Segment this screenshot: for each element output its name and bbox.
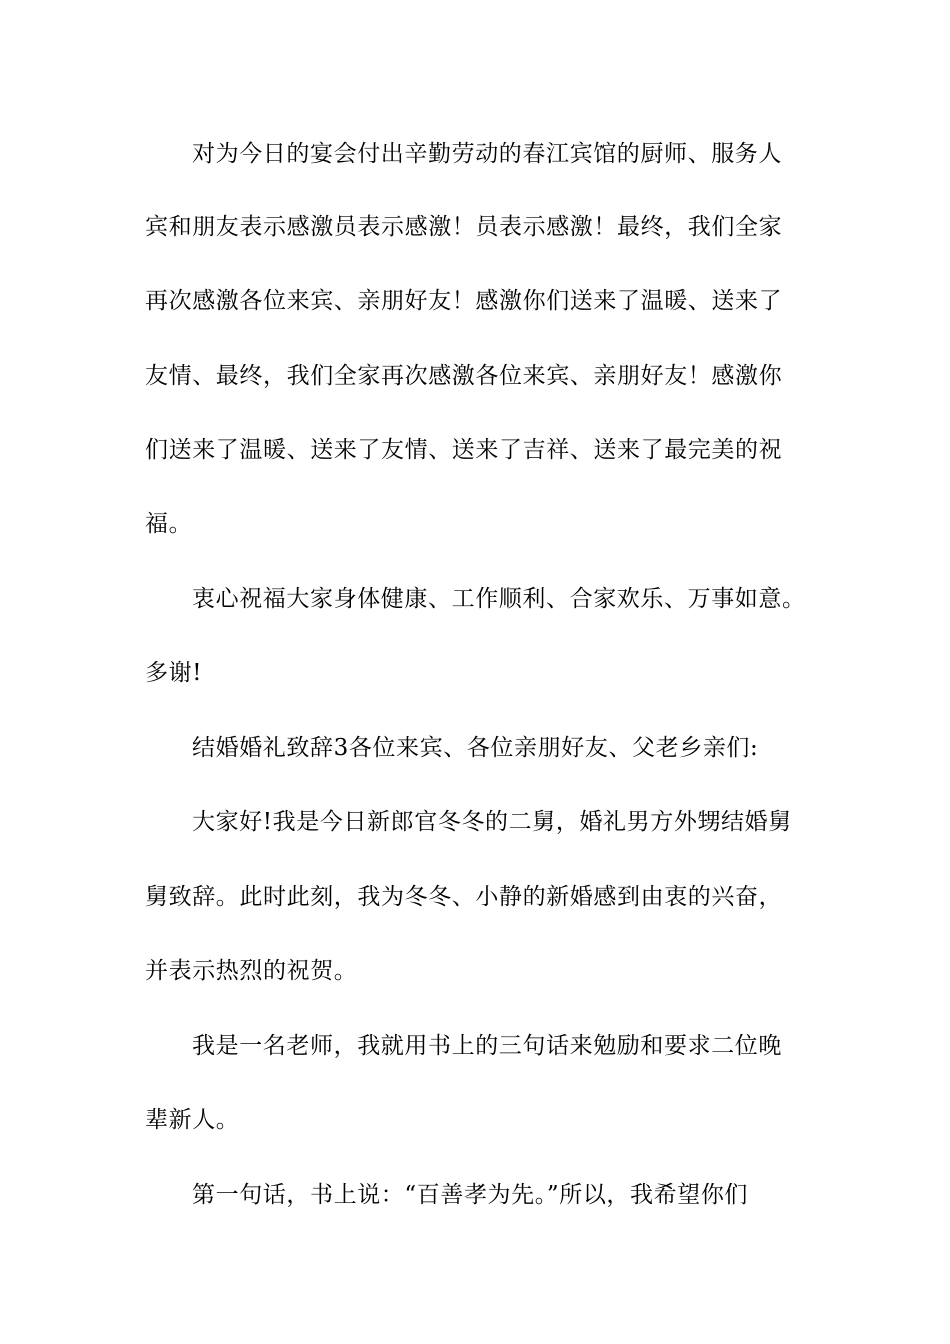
text-line: 辈新人。 [145, 1107, 240, 1133]
text-line: 对为今日的宴会付出辛勤劳动的春江宾馆的厨师、服务人 [192, 141, 782, 167]
text-line: 友情、最终，我们全家再次感激各位来宾、亲朋好友！感激你 [145, 363, 783, 389]
text-line: 宾和朋友表示感激员表示感激！员表示感激！最终，我们全家 [145, 214, 783, 240]
text-line: 并表示热烈的祝贺。 [145, 958, 358, 984]
text-line: 多谢! [145, 660, 203, 686]
text-line: 再次感激各位来宾、亲朋好友！感激你们送来了温暖、送来了 [145, 288, 783, 314]
text-line: 们送来了温暖、送来了友情、送来了吉祥、送来了最完美的祝 [145, 437, 783, 463]
text-line: 结婚婚礼致辞3各位来宾、各位亲朋好友、父老乡亲们: [192, 735, 759, 761]
text-line: 福。 [145, 511, 193, 537]
text-line: 大家好!我是今日新郎官冬冬的二舅，婚礼男方外甥结婚舅 [192, 809, 792, 835]
text-line: 我是一名老师，我就用书上的三句话来勉励和要求二位晚 [192, 1033, 782, 1059]
text-line: 舅致辞。此时此刻，我为冬冬、小静的新婚感到由衷的兴奋， [145, 884, 783, 910]
text-line: 第一句话，书上说：“百善孝为先。”所以，我希望你们 [192, 1182, 749, 1208]
text-line: 衷心祝福大家身体健康、工作顺利、合家欢乐、万事如意。 [192, 586, 806, 612]
